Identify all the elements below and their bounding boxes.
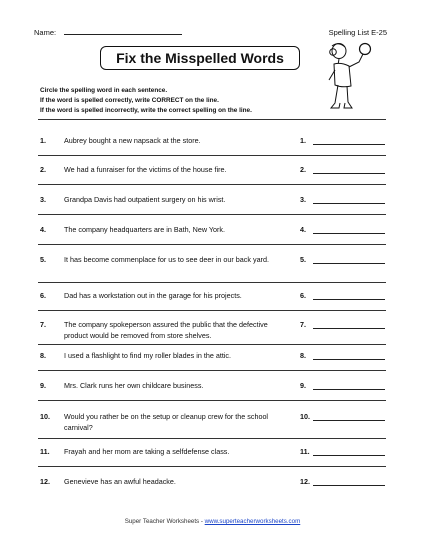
answer-number: 11.	[300, 447, 310, 456]
page-title: Fix the Misspelled Words	[100, 46, 300, 70]
answer-number: 9.	[300, 381, 306, 390]
question-number: 2.	[40, 165, 46, 174]
question-number: 8.	[40, 351, 46, 360]
divider	[38, 310, 386, 311]
divider	[38, 244, 386, 245]
answer-number: 3.	[300, 195, 306, 204]
divider	[38, 466, 386, 467]
divider	[38, 344, 386, 345]
answer-number: 6.	[300, 291, 306, 300]
name-field	[34, 28, 182, 37]
question-number: 6.	[40, 291, 46, 300]
answer-line[interactable]	[313, 225, 385, 234]
divider	[38, 370, 386, 371]
answer-line[interactable]	[313, 381, 385, 390]
instruction-line-2: If the word is spelled correctly, write CORRECT on the line.	[40, 97, 219, 104]
footer-link[interactable]: www.superteacherworksheets.com	[204, 518, 301, 525]
answer-line[interactable]	[313, 255, 385, 264]
question-sentence: The company headquarters are in Bath, New York.	[64, 225, 226, 234]
question-sentence: Aubrey bought a new napsack at the store.	[64, 136, 201, 145]
question-sentence: It has become commenplace for us to see deer in our back yard.	[64, 255, 269, 264]
question-sentence: Mrs. Clark runs her own childcare business.	[64, 381, 204, 390]
divider	[38, 400, 386, 401]
name-label: Name:	[34, 28, 57, 37]
answer-line[interactable]	[313, 136, 385, 145]
instructions	[40, 86, 252, 116]
question-sentence: Dad has a workstation out in the garage for his projects.	[64, 291, 242, 300]
question-number: 10.	[40, 412, 50, 421]
instruction-line-3: If the word is spelled incorrectly, write the correct spelling on the line.	[40, 107, 252, 114]
divider	[38, 119, 386, 120]
question-sentence: I used a flashlight to find my roller blades in the attic.	[64, 351, 231, 360]
answer-number: 7.	[300, 320, 306, 329]
instruction-line-1: Circle the spelling word in each sentence.	[40, 87, 168, 94]
answer-line[interactable]	[313, 320, 385, 329]
question-number: 11.	[40, 447, 50, 456]
divider	[38, 155, 386, 156]
answer-line[interactable]	[313, 477, 385, 486]
question-sentence: We had a funraiser for the victims of the house fire.	[64, 165, 227, 174]
name-blank-line	[64, 28, 182, 35]
answer-number: 2.	[300, 165, 306, 174]
question-sentence: Grandpa Davis had outpatient surgery on his wrist.	[64, 195, 226, 204]
question-sentence: Genevieve has an awful headacke.	[64, 477, 176, 486]
answer-number: 12.	[300, 477, 310, 486]
divider	[38, 184, 386, 185]
answer-line[interactable]	[313, 165, 385, 174]
question-sentence: Frayah and her mom are taking a selfdefense class.	[64, 447, 230, 456]
divider	[38, 438, 386, 439]
answer-number: 10.	[300, 412, 310, 421]
spelling-list-id: Spelling List E-25	[328, 28, 387, 37]
question-number: 12.	[40, 477, 50, 486]
answer-line[interactable]	[313, 351, 385, 360]
question-number: 5.	[40, 255, 46, 264]
answer-line[interactable]	[313, 447, 385, 456]
answer-number: 4.	[300, 225, 306, 234]
answer-line[interactable]	[313, 412, 385, 421]
footer-label: Super Teacher Worksheets -	[124, 518, 205, 525]
boy-with-magnifying-glass-icon	[325, 40, 377, 120]
divider	[38, 214, 386, 215]
question-number: 4.	[40, 225, 46, 234]
question-sentence: The company spokeperson assured the public that the defective product would be removed from store shelves.	[64, 320, 268, 340]
footer	[0, 518, 425, 525]
answer-number: 8.	[300, 351, 306, 360]
answer-number: 1.	[300, 136, 306, 145]
answer-number: 5.	[300, 255, 306, 264]
question-number: 3.	[40, 195, 46, 204]
question-sentence: Would you rather be on the setup or cleanup crew for the school carnival?	[64, 412, 269, 432]
answer-line[interactable]	[313, 195, 385, 204]
answer-line[interactable]	[313, 291, 385, 300]
divider	[38, 282, 386, 283]
question-number: 1.	[40, 136, 46, 145]
question-number: 9.	[40, 381, 46, 390]
question-number: 7.	[40, 320, 46, 329]
